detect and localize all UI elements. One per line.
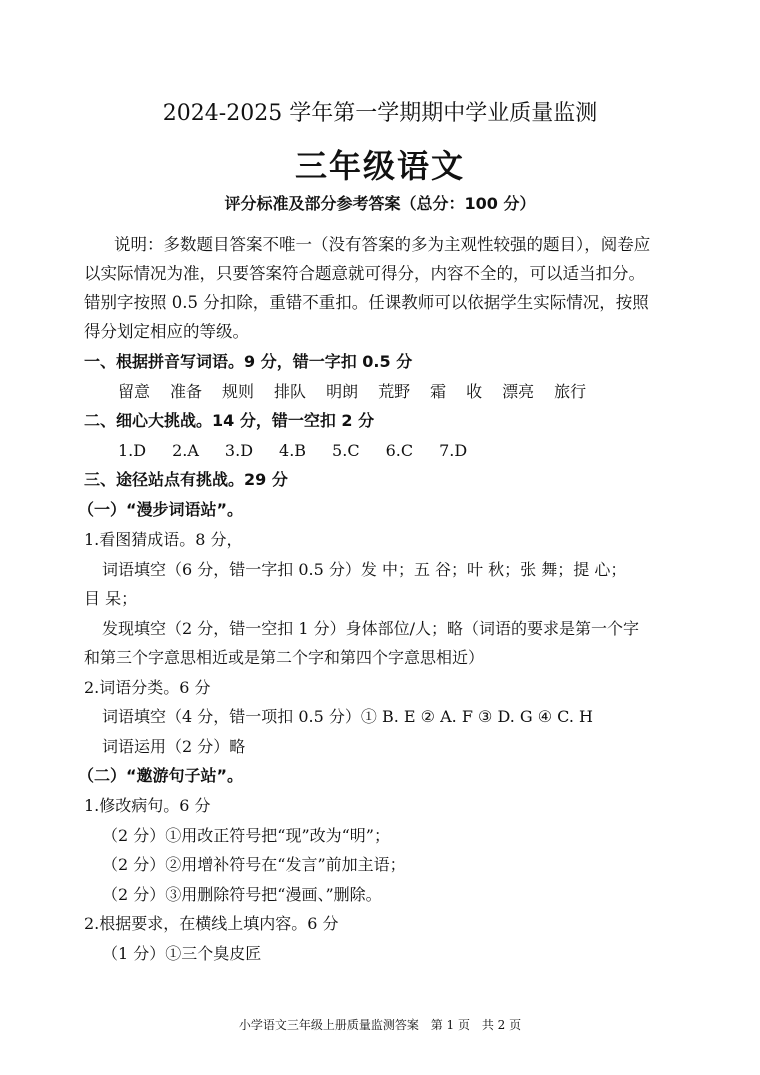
page-footer <box>0 1016 760 1034</box>
section2-answers <box>118 441 493 461</box>
footer-total-pages: 共 2 页 <box>481 1018 522 1032</box>
answer-line: （2 分）①用改正符号把“现”改为“明”； <box>102 826 390 845</box>
answer-item: 2.A <box>172 441 199 460</box>
q1-heading-text: 1.看图猜成语。8 分， <box>84 530 243 549</box>
document-subtitle: 三年级语文 <box>294 147 465 185</box>
section2-heading: 二、细心大挑战。14 分，错一空扣 2 分 <box>84 411 375 430</box>
answer-line: 词语填空（4 分，错一项扣 0.5 分）① B. E ② A. F ③ D. G ④ C. H <box>102 707 593 726</box>
answer-line: 词语填空（6 分，错一字扣 0.5 分）发 中；五 谷；叶 秋；张 舞；提 心； <box>102 560 627 579</box>
section3-heading: 三、途径站点有挑战。29 分 <box>84 470 288 489</box>
answer-item: 3.D <box>224 441 254 460</box>
word-item: 收 <box>466 382 483 401</box>
note-line: 得分划定相应的等级。 <box>84 322 249 341</box>
word-item: 准备 <box>170 382 203 401</box>
answer-item: 5.C <box>332 441 360 460</box>
footer-doc-name: 小学语文三年级上册质量监测答案 <box>238 1018 419 1032</box>
answer-item: 7.D <box>439 441 468 460</box>
instructions-note <box>84 230 684 260</box>
word-item: 排队 <box>274 382 307 401</box>
question-heading: 1.修改病句。6 分 <box>84 796 211 815</box>
answer-line: （2 分）③用删除符号把“漫画、”删除。 <box>102 885 382 904</box>
answer-line: 词语运用（2 分）略 <box>102 737 246 756</box>
question-heading: 2.词语分类。6 分 <box>84 678 211 697</box>
part2-heading: （二）“邀游句子站”。 <box>78 766 244 785</box>
word-item: 荒野 <box>378 382 411 401</box>
answer-line: （1 分）①三个臭皮匠 <box>102 944 262 963</box>
note-line: 错别字按照 0.5 分扣除，重错不重扣。任课教师可以依据学生实际情况，按照 <box>84 293 649 312</box>
part1-heading: （一）“漫步词语站”。 <box>78 500 244 519</box>
section1-heading: 一、根据拼音写词语。9 分，错一字扣 0.5 分 <box>84 352 413 371</box>
word-item: 霜 <box>430 382 447 401</box>
answer-item: 6.C <box>385 441 414 460</box>
word-item: 明朗 <box>326 382 359 401</box>
answer-line: 发现填空（2 分，错一空扣 1 分）身体部位/人；略（词语的要求是第一个字 <box>102 619 640 638</box>
answer-line: 目 呆； <box>84 589 138 608</box>
answer-item: 1.D <box>118 441 147 460</box>
word-item: 规则 <box>222 382 255 401</box>
footer-page-number: 第 1 页 <box>430 1018 470 1032</box>
answer-line: 和第三个字意思相近或是第二个字和第四个字意思相近） <box>84 648 485 667</box>
answer-item: 4.B <box>279 441 307 460</box>
note-line: 以实际情况为准，只要答案符合题意就可得分，内容不全的，可以适当扣分。 <box>84 264 645 283</box>
word-item: 旅行 <box>554 382 587 401</box>
section1-words <box>118 382 606 402</box>
scoring-heading: 评分标准及部分参考答案（总分：100 分） <box>224 194 536 213</box>
question-heading <box>84 530 243 550</box>
question-heading: 2.根据要求，在横线上填内容。6 分 <box>84 914 339 933</box>
note-line: 说明：多数题目答案不唯一（没有答案的多为主观性较强的题目），阅卷应 <box>114 235 651 254</box>
word-item: 留意 <box>118 382 151 401</box>
word-item: 漂亮 <box>502 382 535 401</box>
document-title: 2024-2025 学年第一学期期中学业质量监测 <box>162 101 598 126</box>
answer-line: （2 分）②用增补符号在“发言”前加主语； <box>102 855 406 874</box>
